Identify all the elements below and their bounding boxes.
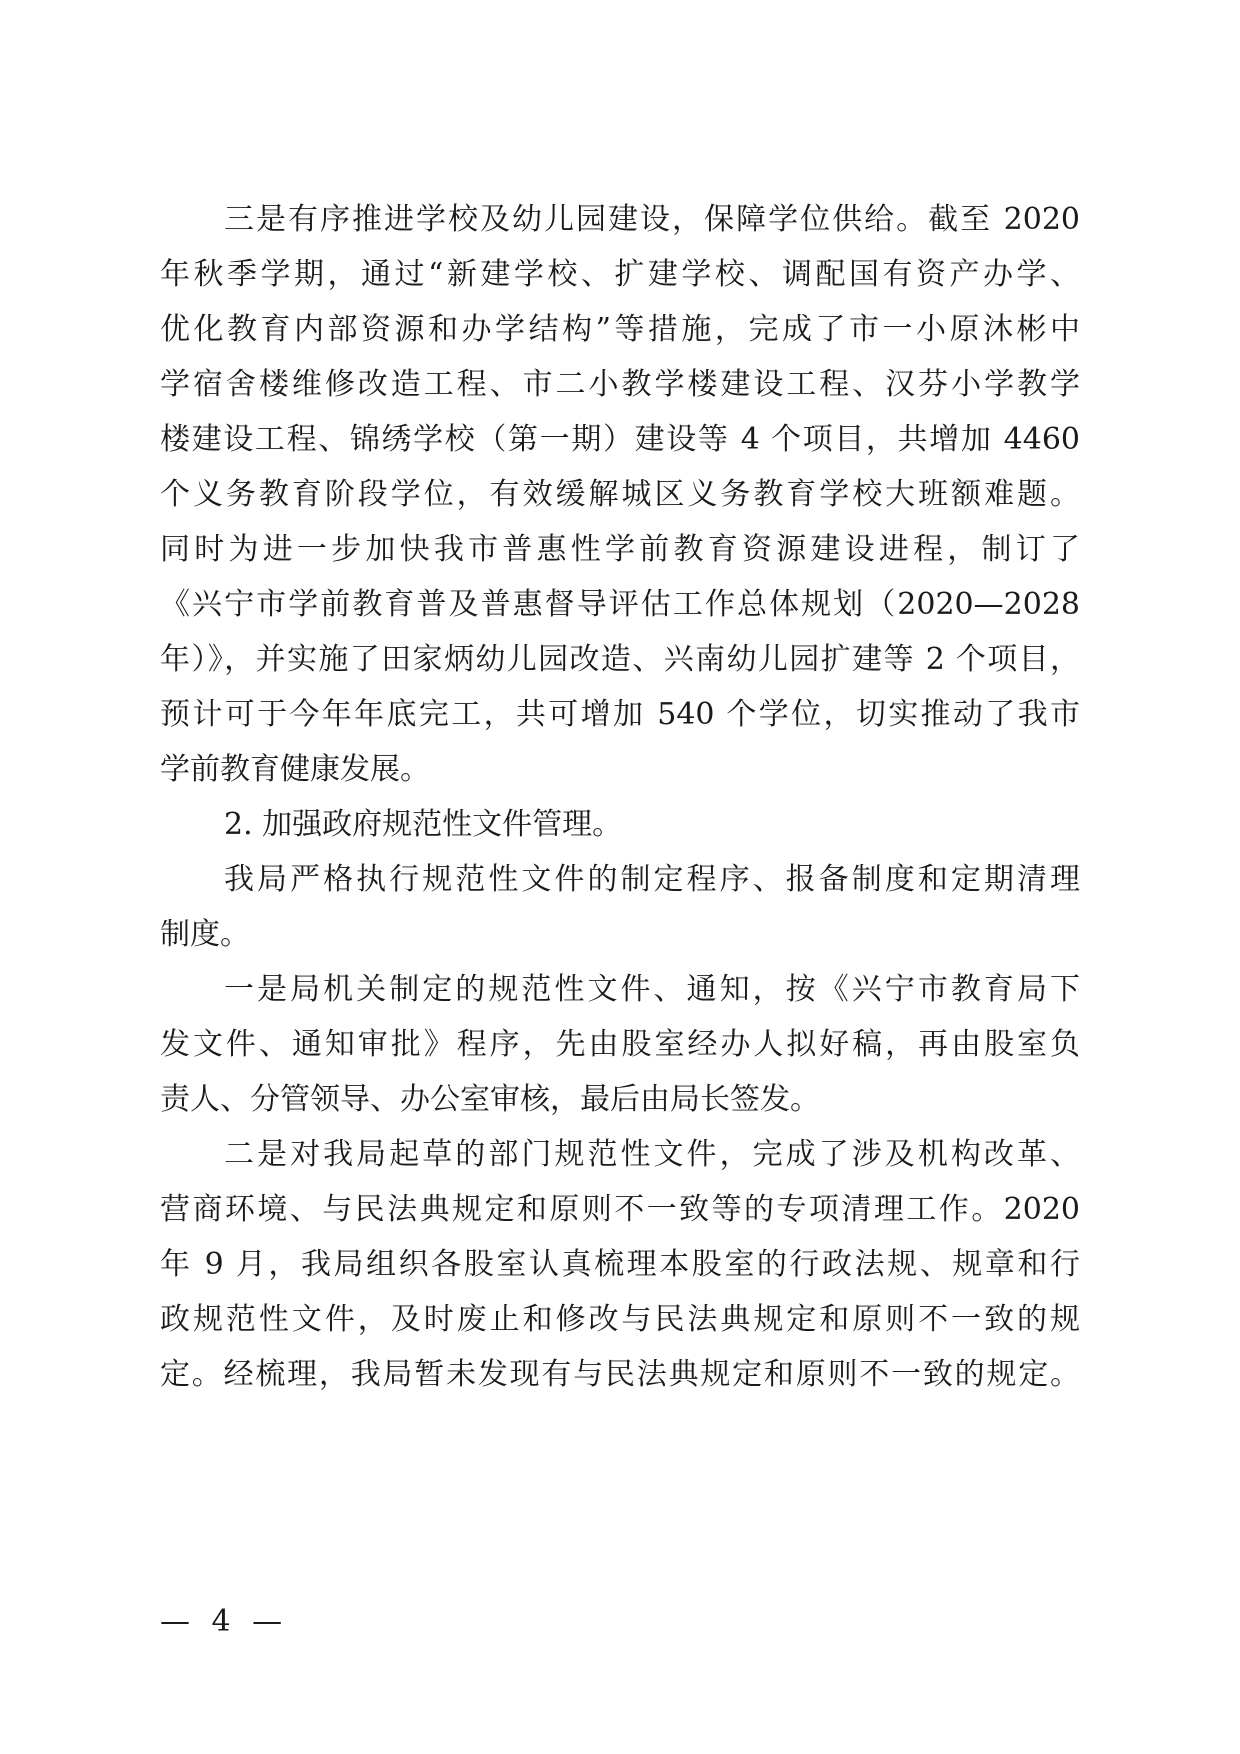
body-line: 同时为进一步加快我市普惠性学前教育资源建设进程，制订了: [160, 532, 1080, 567]
body-line: 楼建设工程、锦绣学校（第一期）建设等 4 个项目，共增加 4460: [160, 422, 1080, 457]
body-line: 政规范性文件，及时废止和修改与民法典规定和原则不一致的规: [160, 1302, 1080, 1337]
body-line: 我局严格执行规范性文件的制定程序、报备制度和定期清理: [224, 862, 1080, 897]
section-heading: 2. 加强政府规范性文件管理。: [224, 807, 623, 842]
body-line: 个义务教育阶段学位，有效缓解城区义务教育学校大班额难题。: [160, 477, 1080, 512]
body-line: 二是对我局起草的部门规范性文件，完成了涉及机构改革、: [224, 1137, 1080, 1172]
body-line: 一是局机关制定的规范性文件、通知，按《兴宁市教育局下: [224, 972, 1080, 1007]
body-line: 年 9 月，我局组织各股室认真梳理本股室的行政法规、规章和行: [160, 1247, 1080, 1282]
body-line: 发文件、通知审批》程序，先由股室经办人拟好稿，再由股室负: [160, 1027, 1080, 1062]
body-line: 年）》，并实施了田家炳幼儿园改造、兴南幼儿园扩建等 2 个项目，: [160, 642, 1080, 677]
body-line: 定。经梳理，我局暂未发现有与民法典规定和原则不一致的规定。: [160, 1357, 1080, 1392]
body-line: 优化教育内部资源和办学结构”等措施，完成了市一小原沐彬中: [160, 312, 1080, 347]
body-line: 《兴宁市学前教育普及普惠督导评估工作总体规划（2020—2028: [160, 587, 1080, 622]
body-line: 责人、分管领导、办公室审核，最后由局长签发。: [160, 1082, 820, 1117]
body-line: 学前教育健康发展。: [160, 752, 430, 787]
body-line: 营商环境、与民法典规定和原则不一致等的专项清理工作。2020: [160, 1192, 1080, 1227]
body-line: 制度。: [160, 917, 250, 952]
body-line: 年秋季学期，通过“新建学校、扩建学校、调配国有资产办学、: [160, 257, 1080, 292]
body-line: 学宿舍楼维修改造工程、市二小教学楼建设工程、汉芬小学教学: [160, 367, 1080, 402]
body-line: 三是有序推进学校及幼儿园建设，保障学位供给。截至 2020: [224, 202, 1080, 237]
page-number: — 4 —: [160, 1604, 289, 1639]
body-line: 预计可于今年年底完工，共可增加 540 个学位，切实推动了我市: [160, 697, 1080, 732]
